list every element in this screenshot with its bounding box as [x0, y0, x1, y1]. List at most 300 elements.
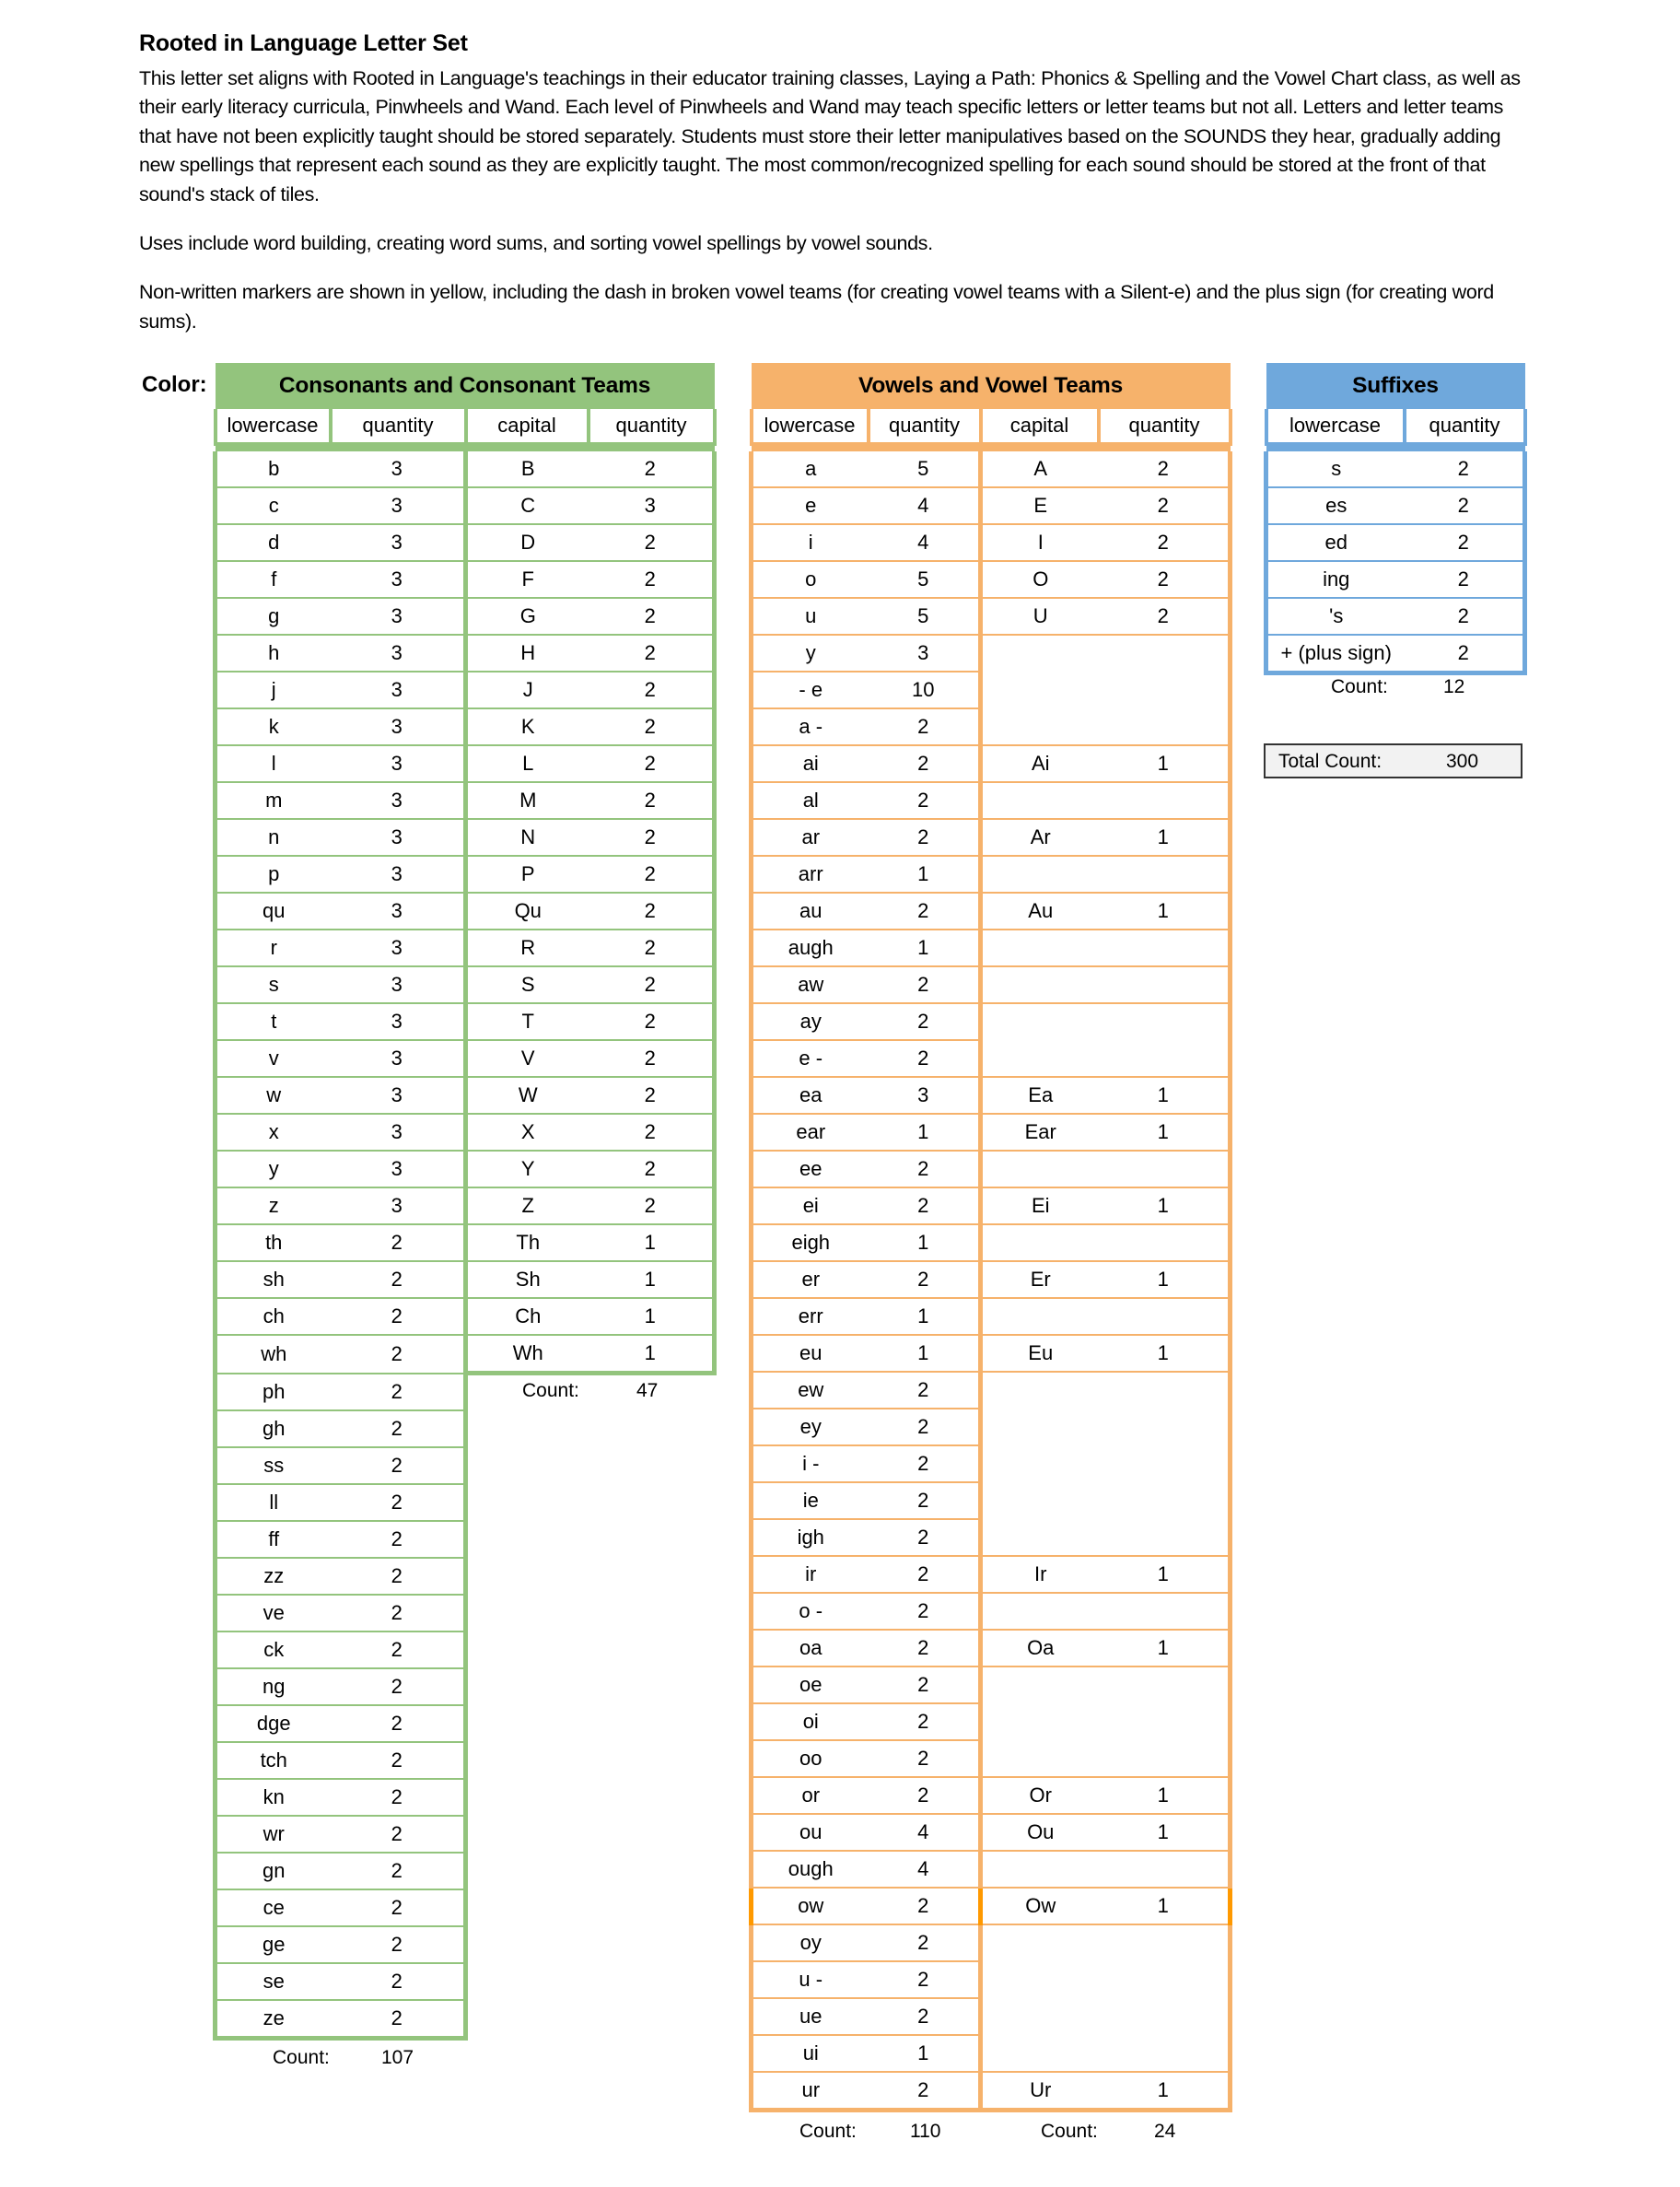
quantity-cell: 2 [1405, 635, 1525, 673]
quantity-cell: 2 [869, 1409, 981, 1445]
lowercase-cell: r [216, 930, 331, 966]
quantity-cell: 2 [589, 966, 715, 1003]
lowercase-cell: e [752, 487, 869, 524]
empty-cell [589, 1779, 715, 1816]
quantity-cell: 2 [869, 1630, 981, 1667]
quantity-cell: 2 [331, 1447, 466, 1484]
lowercase-cell: u - [752, 1961, 869, 1998]
header-band [216, 444, 715, 451]
empty-cell [466, 1779, 589, 1816]
empty-cell [589, 1742, 715, 1779]
empty-cell [589, 1447, 715, 1484]
quantity-cell: 2 [869, 966, 981, 1003]
lowercase-cell: th [216, 1224, 331, 1261]
lowercase-cell: ee [752, 1151, 869, 1187]
quantity-cell: 2 [1405, 487, 1525, 524]
suffix-cell: 's [1266, 598, 1405, 635]
header-band [752, 444, 1231, 451]
empty-cell [589, 1410, 715, 1447]
lowercase-cell: c [216, 487, 331, 524]
count-label: Count: [1041, 2121, 1098, 2142]
table-row [216, 1484, 715, 1521]
quantity-cell: 2 [589, 672, 715, 708]
quantity-cell [1099, 782, 1231, 819]
capital-cell: B [466, 451, 589, 487]
lowercase-cell: t [216, 1003, 331, 1040]
lowercase-cell: ge [216, 1926, 331, 1963]
table-row [216, 1963, 715, 2000]
quantity-cell: 2 [331, 1816, 466, 1853]
empty-cell [589, 1963, 715, 2000]
table-row [752, 745, 1231, 782]
table-row [216, 1040, 715, 1077]
suffix-cell: es [1266, 487, 1405, 524]
quantity-cell: 1 [1099, 1777, 1231, 1814]
quantity-cell: 2 [869, 1261, 981, 1298]
table-row [752, 487, 1231, 524]
quantity-cell: 2 [331, 1374, 466, 1411]
quantity-cell: 2 [869, 1445, 981, 1482]
quantity-cell: 1 [1099, 819, 1231, 856]
capital-cell: Oa [981, 1630, 1099, 1667]
lowercase-cell: z [216, 1187, 331, 1224]
count-value: 107 [381, 2047, 414, 2068]
quantity-cell: 2 [589, 708, 715, 745]
lowercase-cell: ir [752, 1556, 869, 1593]
capital-cell: E [981, 487, 1099, 524]
table-row [752, 893, 1231, 930]
lowercase-cell: j [216, 672, 331, 708]
lowercase-cell: eu [752, 1335, 869, 1372]
column-header-lowercase: lowercase [216, 409, 331, 444]
capital-cell: Ar [981, 819, 1099, 856]
capital-cell-merged [981, 1003, 1099, 1077]
lowercase-cell: ck [216, 1631, 331, 1668]
quantity-cell: 2 [1405, 598, 1525, 635]
lowercase-cell: b [216, 451, 331, 487]
count-value: 12 [1443, 676, 1465, 697]
quantity-cell-merged [1099, 635, 1231, 745]
lowercase-cell: ff [216, 1521, 331, 1558]
count-label: Count: [522, 1380, 579, 1401]
table-row [216, 1151, 715, 1187]
quantity-cell: 1 [869, 930, 981, 966]
lowercase-cell: oy [752, 1924, 869, 1961]
capital-cell: Y [466, 1151, 589, 1187]
count-label: Count: [1331, 676, 1388, 697]
table-row [216, 856, 715, 893]
lowercase-cell: se [216, 1963, 331, 2000]
quantity-cell-merged [1099, 1667, 1231, 1777]
quantity-cell: 3 [331, 1077, 466, 1114]
table-row [752, 1335, 1231, 1372]
quantity-cell: 2 [869, 1961, 981, 1998]
quantity-cell: 1 [1099, 1077, 1231, 1114]
lowercase-cell: f [216, 561, 331, 598]
capital-cell [981, 1593, 1099, 1630]
quantity-cell: 2 [331, 1705, 466, 1742]
quantity-cell: 2 [869, 1040, 981, 1077]
table-row [1266, 598, 1525, 635]
lowercase-cell: or [752, 1777, 869, 1814]
table-row [216, 782, 715, 819]
lowercase-cell: eigh [752, 1224, 869, 1261]
lowercase-cell: arr [752, 856, 869, 893]
table-row [1266, 451, 1525, 487]
table-row [752, 1593, 1231, 1630]
capital-cell: O [981, 561, 1099, 598]
quantity-cell: 2 [589, 782, 715, 819]
table-row [216, 966, 715, 1003]
table-row [1266, 561, 1525, 598]
table-row [216, 1889, 715, 1926]
table-row [752, 451, 1231, 487]
table-row [752, 635, 1231, 672]
capital-cell: Th [466, 1224, 589, 1261]
empty-cell [589, 1521, 715, 1558]
table-row [752, 524, 1231, 561]
table-row [752, 598, 1231, 635]
quantity-cell: 2 [589, 745, 715, 782]
quantity-cell: 2 [869, 1924, 981, 1961]
suffix-cell: ed [1266, 524, 1405, 561]
quantity-cell: 1 [869, 856, 981, 893]
capital-cell: Ear [981, 1114, 1099, 1151]
table-row [752, 1114, 1231, 1151]
capital-cell: U [981, 598, 1099, 635]
table-row [752, 1851, 1231, 1888]
empty-cell [589, 2000, 715, 2039]
table-row [1266, 524, 1525, 561]
column-header-capital: capital [466, 409, 589, 444]
table-row [752, 1924, 1231, 1961]
quantity-cell: 2 [869, 1482, 981, 1519]
empty-cell [589, 1631, 715, 1668]
quantity-cell: 3 [331, 966, 466, 1003]
lowercase-cell: y [216, 1151, 331, 1187]
quantity-cell: 1 [1099, 2072, 1231, 2111]
quantity-cell: 2 [869, 1003, 981, 1040]
lowercase-cell: kn [216, 1779, 331, 1816]
capital-cell: Or [981, 1777, 1099, 1814]
count-value: 110 [910, 2121, 941, 2142]
table-row [216, 1224, 715, 1261]
table-row [216, 451, 715, 487]
lowercase-cell: ey [752, 1409, 869, 1445]
quantity-cell: 4 [869, 1851, 981, 1888]
empty-cell [466, 1668, 589, 1705]
table-row [216, 1410, 715, 1447]
quantity-cell: 1 [869, 2035, 981, 2072]
vowels-table [749, 363, 1232, 2112]
table-row [216, 1595, 715, 1631]
uses-paragraph: Uses include word building, creating word sums, and sorting vowel spellings by vowel sounds. [139, 232, 933, 255]
quantity-cell: 2 [869, 1593, 981, 1630]
suffixes-rows [1266, 451, 1525, 673]
quantity-cell: 2 [589, 1151, 715, 1187]
quantity-cell: 4 [869, 487, 981, 524]
empty-cell [589, 1668, 715, 1705]
quantity-cell: 3 [331, 672, 466, 708]
lowercase-cell: k [216, 708, 331, 745]
capital-cell [981, 782, 1099, 819]
table-row [216, 1816, 715, 1853]
quantity-cell: 1 [589, 1335, 715, 1374]
quantity-cell: 2 [869, 708, 981, 745]
table-row [216, 1631, 715, 1668]
empty-cell [589, 1705, 715, 1742]
table-row [216, 1335, 715, 1374]
table-row [752, 856, 1231, 893]
lowercase-cell: ll [216, 1484, 331, 1521]
lowercase-cell: m [216, 782, 331, 819]
lowercase-cell: igh [752, 1519, 869, 1556]
empty-cell [466, 1853, 589, 1889]
description-paragraph: This letter set aligns with Rooted in Language's teachings in their educator training classes, Laying a Path: Phonics & Spelling and the Vowel Chart class, as well as their early literacy curricula, Pinwheels and Wand. Each level of Pinwheels and Wand may teach specific letters or letter teams but not all. Letters and letter teams that have not been explicitly taught should be stored separately. Students must store their letter manipulatives based on the SOUNDS they hear, gradually adding new spellings that represent each sound as they are explicitly taught. The most common/recognized spelling for each sound should be stored at the front of that sound's stack of tiles. [139, 67, 1521, 205]
lowercase-cell: ie [752, 1482, 869, 1519]
empty-cell [589, 1853, 715, 1889]
markers-paragraph: Non-written markers are shown in yellow, including the dash in broken vowel teams (for creating vowel teams with a Silent-e) and the plus sign (for creating word sums). [139, 281, 1494, 333]
table-row [752, 561, 1231, 598]
lowercase-cell: h [216, 635, 331, 672]
empty-cell [466, 1816, 589, 1853]
empty-cell [466, 1631, 589, 1668]
quantity-cell: 2 [589, 561, 715, 598]
table-row [752, 819, 1231, 856]
capital-cell: Ou [981, 1814, 1099, 1851]
table-row [216, 745, 715, 782]
capital-cell: I [981, 524, 1099, 561]
quantity-cell: 3 [331, 930, 466, 966]
lowercase-cell: o - [752, 1593, 869, 1630]
quantity-cell: 3 [331, 1003, 466, 1040]
capital-cell [981, 1851, 1099, 1888]
table-row [752, 782, 1231, 819]
quantity-cell: 3 [331, 1040, 466, 1077]
lowercase-cell: ear [752, 1114, 869, 1151]
lowercase-cell: al [752, 782, 869, 819]
quantity-cell: 1 [589, 1224, 715, 1261]
quantity-cell: 2 [869, 1777, 981, 1814]
table-row [216, 893, 715, 930]
capital-cell [981, 930, 1099, 966]
lowercase-cell: qu [216, 893, 331, 930]
lowercase-cell: w [216, 1077, 331, 1114]
empty-cell [466, 1484, 589, 1521]
quantity-cell: 3 [331, 745, 466, 782]
quantity-cell: 2 [589, 1003, 715, 1040]
capital-cell: M [466, 782, 589, 819]
quantity-cell: 1 [1099, 893, 1231, 930]
table-row [216, 1298, 715, 1335]
quantity-cell: 1 [1099, 1888, 1231, 1924]
lowercase-cell: augh [752, 930, 869, 966]
quantity-cell: 1 [1099, 1335, 1231, 1372]
quantity-cell: 2 [1099, 524, 1231, 561]
lowercase-cell: oa [752, 1630, 869, 1667]
quantity-cell: 1 [869, 1114, 981, 1151]
capital-cell: Z [466, 1187, 589, 1224]
empty-cell [589, 1816, 715, 1853]
quantity-cell: 3 [331, 819, 466, 856]
quantity-cell: 2 [331, 1521, 466, 1558]
lowercase-cell: ou [752, 1814, 869, 1851]
table-row [1266, 635, 1525, 673]
consonants-title: Consonants and Consonant Teams [216, 363, 715, 409]
column-header-quantity: quantity [1405, 409, 1525, 444]
quantity-cell: 1 [589, 1261, 715, 1298]
capital-cell: R [466, 930, 589, 966]
empty-cell [466, 1447, 589, 1484]
lowercase-cell: gn [216, 1853, 331, 1889]
empty-cell [466, 1521, 589, 1558]
table-row [216, 2000, 715, 2039]
consonants-table [213, 363, 717, 2041]
quantity-cell: 2 [589, 1040, 715, 1077]
lowercase-cell: ch [216, 1298, 331, 1335]
column-header-lowercase: lowercase [1266, 409, 1405, 444]
quantity-cell: 2 [869, 1998, 981, 2035]
quantity-cell [1099, 856, 1231, 893]
quantity-cell: 2 [589, 524, 715, 561]
lowercase-cell: x [216, 1114, 331, 1151]
quantity-cell: 2 [869, 1519, 981, 1556]
quantity-cell: 5 [869, 598, 981, 635]
lowercase-cell: dge [216, 1705, 331, 1742]
lowercase-cell: u [752, 598, 869, 635]
table-row [1266, 487, 1525, 524]
quantity-cell: 2 [589, 930, 715, 966]
quantity-cell: 2 [589, 819, 715, 856]
table-row [216, 672, 715, 708]
quantity-cell: 5 [869, 561, 981, 598]
lowercase-cell: ei [752, 1187, 869, 1224]
empty-cell [466, 1705, 589, 1742]
quantity-cell: 1 [869, 1298, 981, 1335]
lowercase-cell: zz [216, 1558, 331, 1595]
empty-cell [466, 1926, 589, 1963]
table-row [216, 1558, 715, 1595]
quantity-cell: 2 [869, 1556, 981, 1593]
quantity-cell: 2 [869, 819, 981, 856]
quantity-cell: 3 [331, 856, 466, 893]
lowercase-cell: ow [752, 1888, 869, 1924]
table-row [216, 561, 715, 598]
table-row [216, 598, 715, 635]
quantity-cell: 4 [869, 524, 981, 561]
quantity-cell: 2 [869, 2072, 981, 2111]
table-row [752, 1187, 1231, 1224]
quantity-cell: 3 [331, 451, 466, 487]
empty-cell [589, 1926, 715, 1963]
quantity-cell: 2 [589, 635, 715, 672]
lowercase-cell: ur [752, 2072, 869, 2111]
quantity-cell: 3 [331, 561, 466, 598]
quantity-cell: 2 [1099, 487, 1231, 524]
capital-cell: Sh [466, 1261, 589, 1298]
quantity-cell: 2 [331, 1224, 466, 1261]
quantity-cell: 2 [869, 782, 981, 819]
quantity-cell: 2 [869, 1740, 981, 1777]
table-row [216, 1003, 715, 1040]
lowercase-cell: gh [216, 1410, 331, 1447]
quantity-cell: 2 [589, 451, 715, 487]
quantity-cell [1099, 966, 1231, 1003]
table-row [216, 635, 715, 672]
quantity-cell [1099, 1298, 1231, 1335]
table-row [752, 1077, 1231, 1114]
capital-cell: D [466, 524, 589, 561]
capital-cell: Ai [981, 745, 1099, 782]
capital-cell: V [466, 1040, 589, 1077]
quantity-cell: 2 [331, 1484, 466, 1521]
lowercase-cell: ze [216, 2000, 331, 2039]
capital-cell: W [466, 1077, 589, 1114]
table-row [216, 1742, 715, 1779]
suffix-cell: + (plus sign) [1266, 635, 1405, 673]
capital-cell: P [466, 856, 589, 893]
capital-cell: A [981, 451, 1099, 487]
quantity-cell: 2 [589, 1187, 715, 1224]
lowercase-cell: wr [216, 1816, 331, 1853]
quantity-cell [1099, 1593, 1231, 1630]
quantity-cell: 3 [331, 1187, 466, 1224]
quantity-cell: 2 [869, 1187, 981, 1224]
capital-cell: Ow [981, 1888, 1099, 1924]
quantity-cell [1099, 1151, 1231, 1187]
quantity-cell: 3 [869, 1077, 981, 1114]
suffix-cell: ing [1266, 561, 1405, 598]
color-label: Color: [142, 372, 207, 397]
quantity-cell: 2 [331, 1595, 466, 1631]
capital-cell: S [466, 966, 589, 1003]
table-row [752, 1151, 1231, 1187]
lowercase-cell: oe [752, 1667, 869, 1703]
capital-cell: Eu [981, 1335, 1099, 1372]
lowercase-cell: aw [752, 966, 869, 1003]
capital-cell: C [466, 487, 589, 524]
capital-cell: T [466, 1003, 589, 1040]
quantity-cell: 2 [589, 893, 715, 930]
column-header-quantity: quantity [869, 409, 981, 444]
quantity-cell: 10 [869, 672, 981, 708]
quantity-cell: 1 [1099, 745, 1231, 782]
quantity-cell: 3 [331, 487, 466, 524]
lowercase-cell: s [216, 966, 331, 1003]
lowercase-cell: ss [216, 1447, 331, 1484]
quantity-cell: 1 [1099, 1187, 1231, 1224]
table-row [216, 1705, 715, 1742]
quantity-cell: 2 [1099, 561, 1231, 598]
quantity-cell: 2 [331, 1853, 466, 1889]
quantity-cell: 1 [1099, 1261, 1231, 1298]
quantity-cell: 3 [331, 598, 466, 635]
table-row [752, 1298, 1231, 1335]
quantity-cell: 2 [869, 893, 981, 930]
lowercase-cell: i - [752, 1445, 869, 1482]
capital-cell: Ch [466, 1298, 589, 1335]
capital-cell: X [466, 1114, 589, 1151]
table-row [752, 1667, 1231, 1703]
lowercase-cell: ce [216, 1889, 331, 1926]
quantity-cell: 2 [869, 1372, 981, 1409]
lowercase-cell: i [752, 524, 869, 561]
lowercase-cell: - e [752, 672, 869, 708]
capital-cell-merged [981, 635, 1099, 745]
quantity-cell [1099, 1851, 1231, 1888]
quantity-cell: 2 [589, 1114, 715, 1151]
empty-cell [589, 1484, 715, 1521]
